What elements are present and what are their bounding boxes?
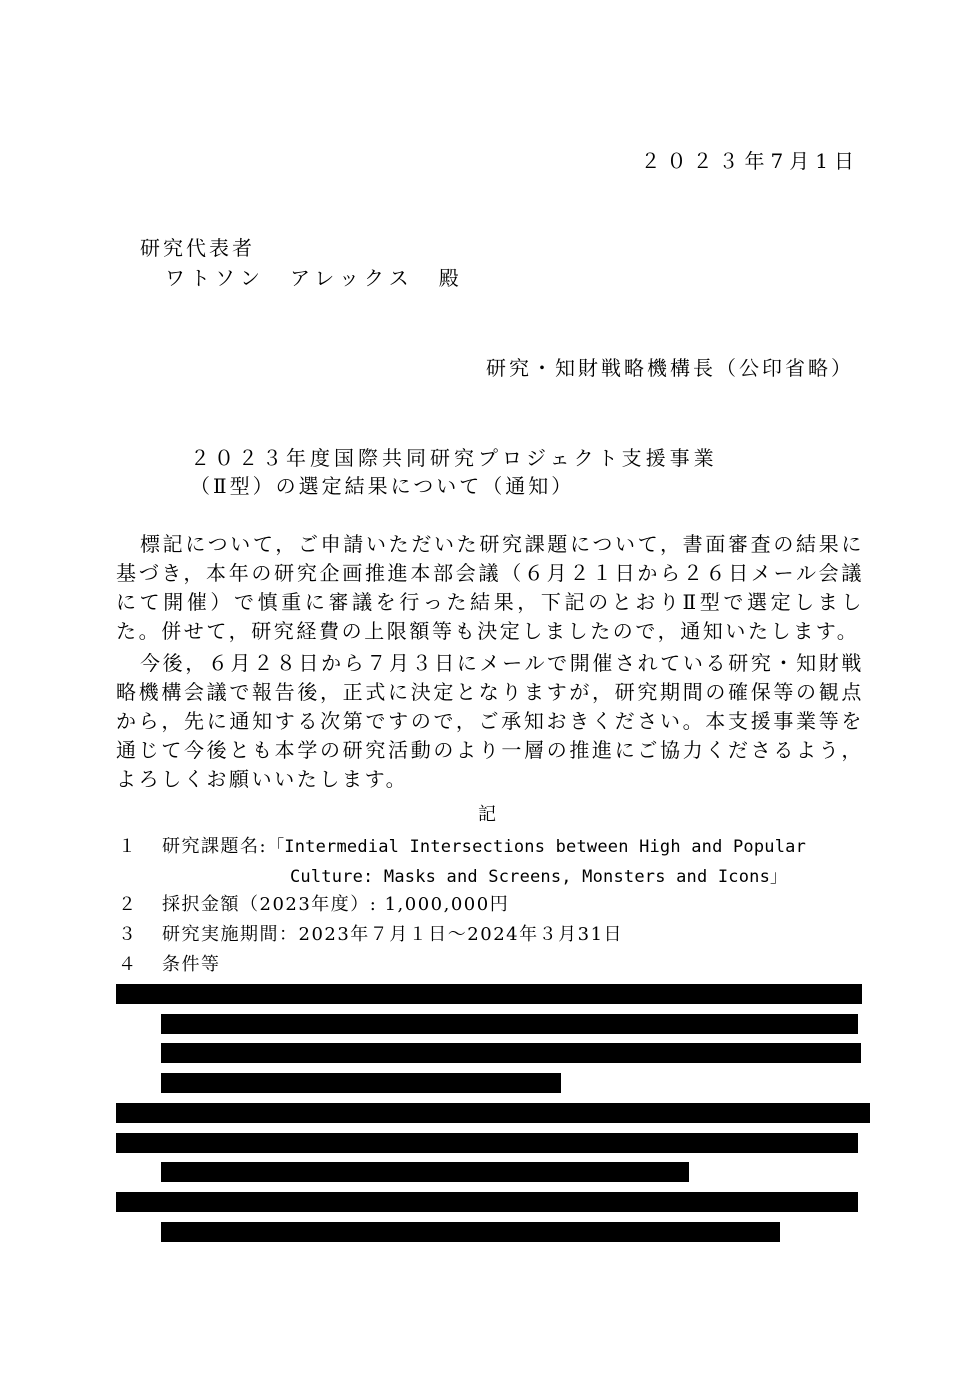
recipient-role: 研究代表者 xyxy=(140,236,255,260)
list-item-period xyxy=(118,920,623,946)
research-title-line-2: Culture: Masks and Screens, Monsters and Icons」 xyxy=(290,867,788,887)
research-title-line-1: 「Intermedial Intersections between High and Popular xyxy=(267,837,807,857)
redaction-bar xyxy=(116,1192,858,1212)
recipient-name: ワトソン アレックス 殿 xyxy=(165,266,464,290)
list-item-research-title xyxy=(118,832,806,858)
list-item-grant-amount xyxy=(118,890,509,916)
redaction-bar xyxy=(116,1133,858,1153)
redaction-bar xyxy=(116,984,862,1004)
item-number: ２ xyxy=(118,894,138,915)
body-paragraph-1: 標記について，ご申請いただいた研究課題について，書面審査の結果に基づき，本年の研究企画推進本部会議（６月２１日から２６日メール会議にて開催）で慎重に審議を行った結果，下記のとおりⅡ型で選定しました。併せて，研究経費の上限額等も決定しましたので，通知いたします。 xyxy=(116,532,864,643)
document-title-line-1: ２０２３年度国際共同研究プロジェクト支援事業 xyxy=(190,446,718,470)
item-label: 研究課題名: xyxy=(162,836,268,857)
item-label: 採択金額（2023年度）: 1,000,000円 xyxy=(162,894,510,915)
document-date: ２０２３年7月1日 xyxy=(640,149,860,173)
ki-heading: 記 xyxy=(478,804,496,825)
redaction-bar xyxy=(161,1222,780,1242)
body-paragraph-2: 今後，６月２８日から７月３日にメールで開催されている研究・知財戦略機構会議で報告後，正式に決定となりますが，研究期間の確保等の観点から，先に通知する次第ですので，ご承知おきください。本支援事業等を通じて今後とも本学の研究活動のより一層の推進にご協力くださるよう，よろしくお願いいたします。 xyxy=(116,651,864,791)
list-item-conditions xyxy=(118,950,221,976)
redaction-bar xyxy=(161,1073,561,1093)
redaction-bar xyxy=(116,1103,870,1123)
item-number: ３ xyxy=(118,924,138,945)
sender-line: 研究・知財戦略機構長（公印省略） xyxy=(486,356,854,380)
item-number: １ xyxy=(118,836,138,857)
document-title-line-2: （Ⅱ型）の選定結果について（通知） xyxy=(190,474,575,498)
redaction-bar xyxy=(161,1014,858,1034)
redaction-bar xyxy=(161,1162,689,1182)
item-label: 研究実施期間：2023年７月１日～2024年３月31日 xyxy=(162,924,624,945)
item-label: 条件等 xyxy=(162,954,221,975)
item-number: ４ xyxy=(118,954,138,975)
redaction-bar xyxy=(161,1043,861,1063)
